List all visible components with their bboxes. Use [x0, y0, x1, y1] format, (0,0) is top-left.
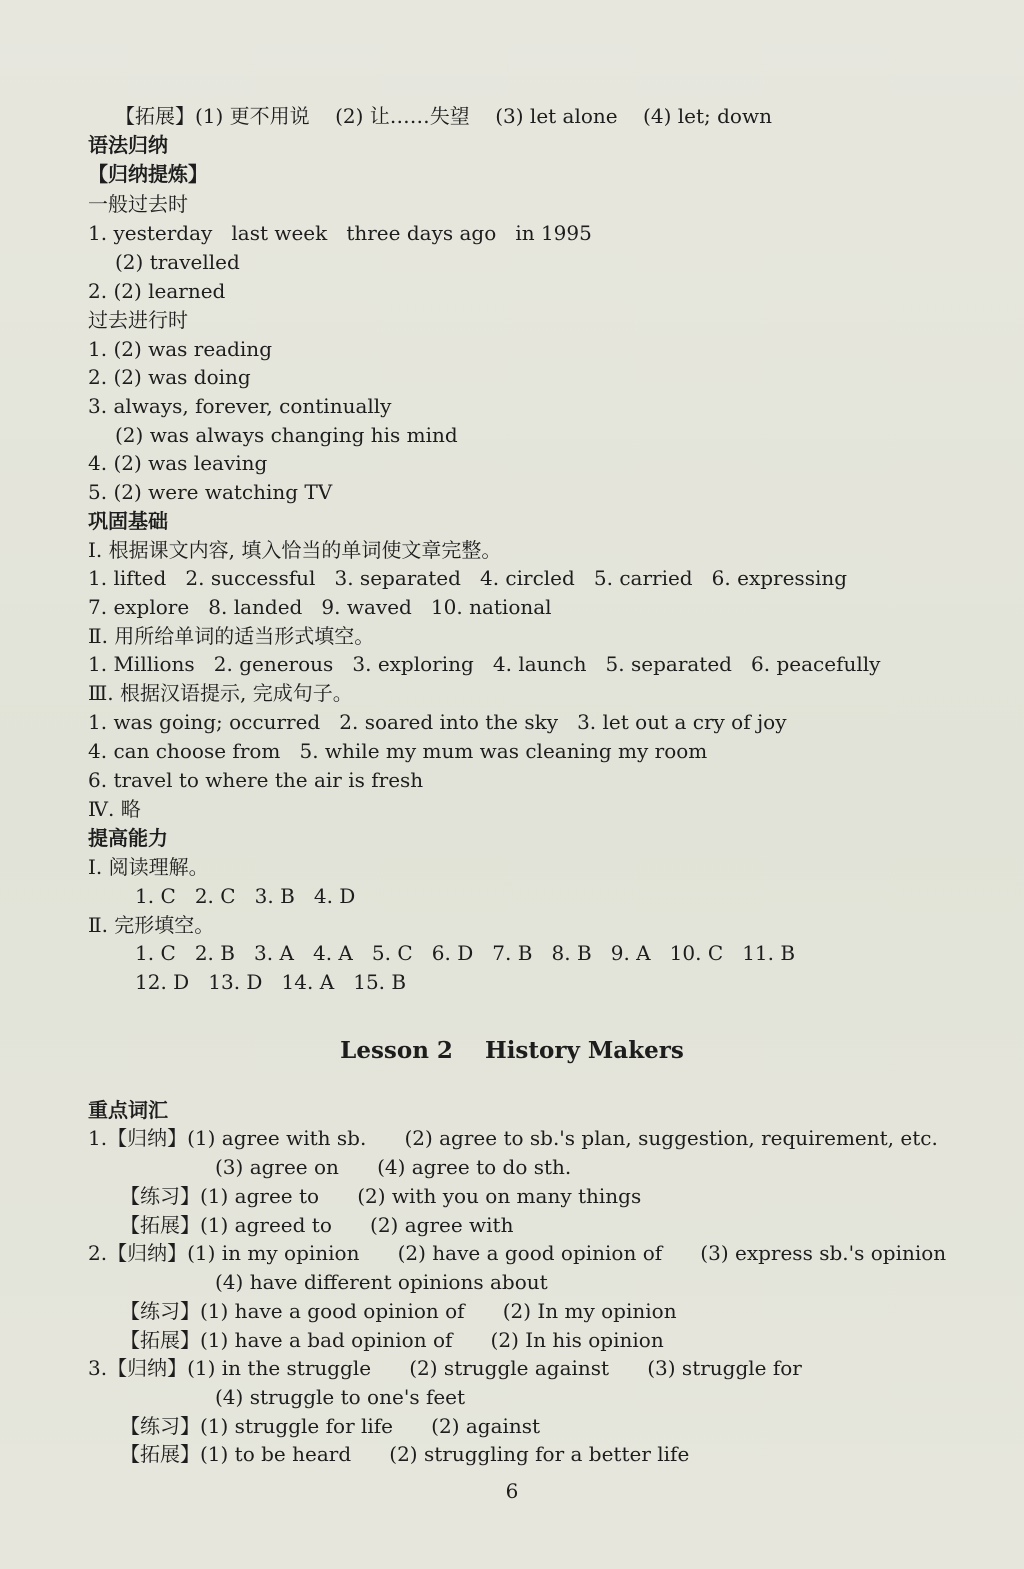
- text-line: 2. (2) learned: [88, 279, 226, 303]
- text-line: 5. (2) were watching TV: [88, 480, 333, 504]
- text-line: 【练习】(1) struggle for life (2) against: [120, 1414, 541, 1438]
- text-line: Ⅱ. 完形填空。: [88, 913, 215, 937]
- text-line: (4) have different opinions about: [215, 1270, 548, 1294]
- text-line: 2.【归纳】(1) in my opinion (2) have a good opinion of (3) express sb.'s opinion: [88, 1241, 947, 1265]
- text-line: 7. explore 8. landed 9. waved 10. national: [88, 595, 552, 619]
- text-line: 【拓展】(1) agreed to (2) agree with: [120, 1213, 514, 1237]
- text-line: Ⅲ. 根据汉语提示, 完成句子。: [88, 681, 353, 705]
- text-line: 4. (2) was leaving: [88, 451, 268, 475]
- text-line: Ⅳ. 略: [88, 797, 141, 821]
- text-line: 1. (2) was reading: [88, 337, 272, 361]
- text-line: 过去进行时: [88, 308, 188, 332]
- text-line: 【练习】(1) agree to (2) with you on many things: [120, 1184, 642, 1208]
- lesson-title: Lesson 2 History Makers: [340, 1037, 684, 1064]
- section-heading: 巩固基础: [88, 509, 168, 533]
- text-line: 【拓展】(1) have a bad opinion of (2) In his opinion: [120, 1328, 664, 1352]
- page-number: 6: [505, 1479, 519, 1503]
- text-line: 1. yesterday last week three days ago in 1995: [88, 221, 592, 245]
- text-line: 3. always, forever, continually: [88, 394, 392, 418]
- text-line: 一般过去时: [88, 192, 188, 216]
- text-line: 【练习】(1) have a good opinion of (2) In my opinion: [120, 1299, 677, 1323]
- text-line: (2) was always changing his mind: [115, 423, 458, 447]
- bleed-through-texture: [760, 110, 1024, 1490]
- text-line: 3.【归纳】(1) in the struggle (2) struggle against (3) struggle for: [88, 1356, 802, 1380]
- text-line: 1.【归纳】(1) agree with sb. (2) agree to sb.'s plan, suggestion, requirement, etc.: [88, 1126, 938, 1150]
- section-heading: 语法归纳: [88, 133, 168, 157]
- text-line: (4) struggle to one's feet: [215, 1385, 466, 1409]
- text-line: Ⅰ. 阅读理解。: [88, 855, 209, 879]
- text-line: 1. C 2. B 3. A 4. A 5. C 6. D 7. B 8. B 9. A 10. C 11. B: [135, 941, 796, 965]
- text-line: Ⅱ. 用所给单词的适当形式填空。: [88, 624, 375, 648]
- text-line: 12. D 13. D 14. A 15. B: [135, 970, 407, 994]
- text-line: Ⅰ. 根据课文内容, 填入恰当的单词使文章完整。: [88, 538, 502, 562]
- text-line: (2) travelled: [115, 250, 240, 274]
- text-line: 6. travel to where the air is fresh: [88, 768, 424, 792]
- text-line: 【拓展】(1) to be heard (2) struggling for a better life: [120, 1442, 690, 1466]
- text-line: 1. lifted 2. successful 3. separated 4. circled 5. carried 6. expressing: [88, 566, 848, 590]
- text-line: 4. can choose from 5. while my mum was cleaning my room: [88, 739, 708, 763]
- text-line: 2. (2) was doing: [88, 365, 251, 389]
- section-heading: 【归纳提炼】: [88, 162, 208, 186]
- text-line: (3) agree on (4) agree to do sth.: [215, 1155, 572, 1179]
- section-heading: 重点词汇: [88, 1098, 168, 1122]
- text-line: 1. Millions 2. generous 3. exploring 4. launch 5. separated 6. peacefully: [88, 652, 881, 676]
- text-line: 1. was going; occurred 2. soared into the sky 3. let out a cry of joy: [88, 710, 787, 734]
- text-line: 【拓展】(1) 更不用说 (2) 让……失望 (3) let alone (4) let; down: [115, 104, 772, 128]
- text-line: 1. C 2. C 3. B 4. D: [135, 884, 356, 908]
- section-heading: 提高能力: [88, 826, 168, 850]
